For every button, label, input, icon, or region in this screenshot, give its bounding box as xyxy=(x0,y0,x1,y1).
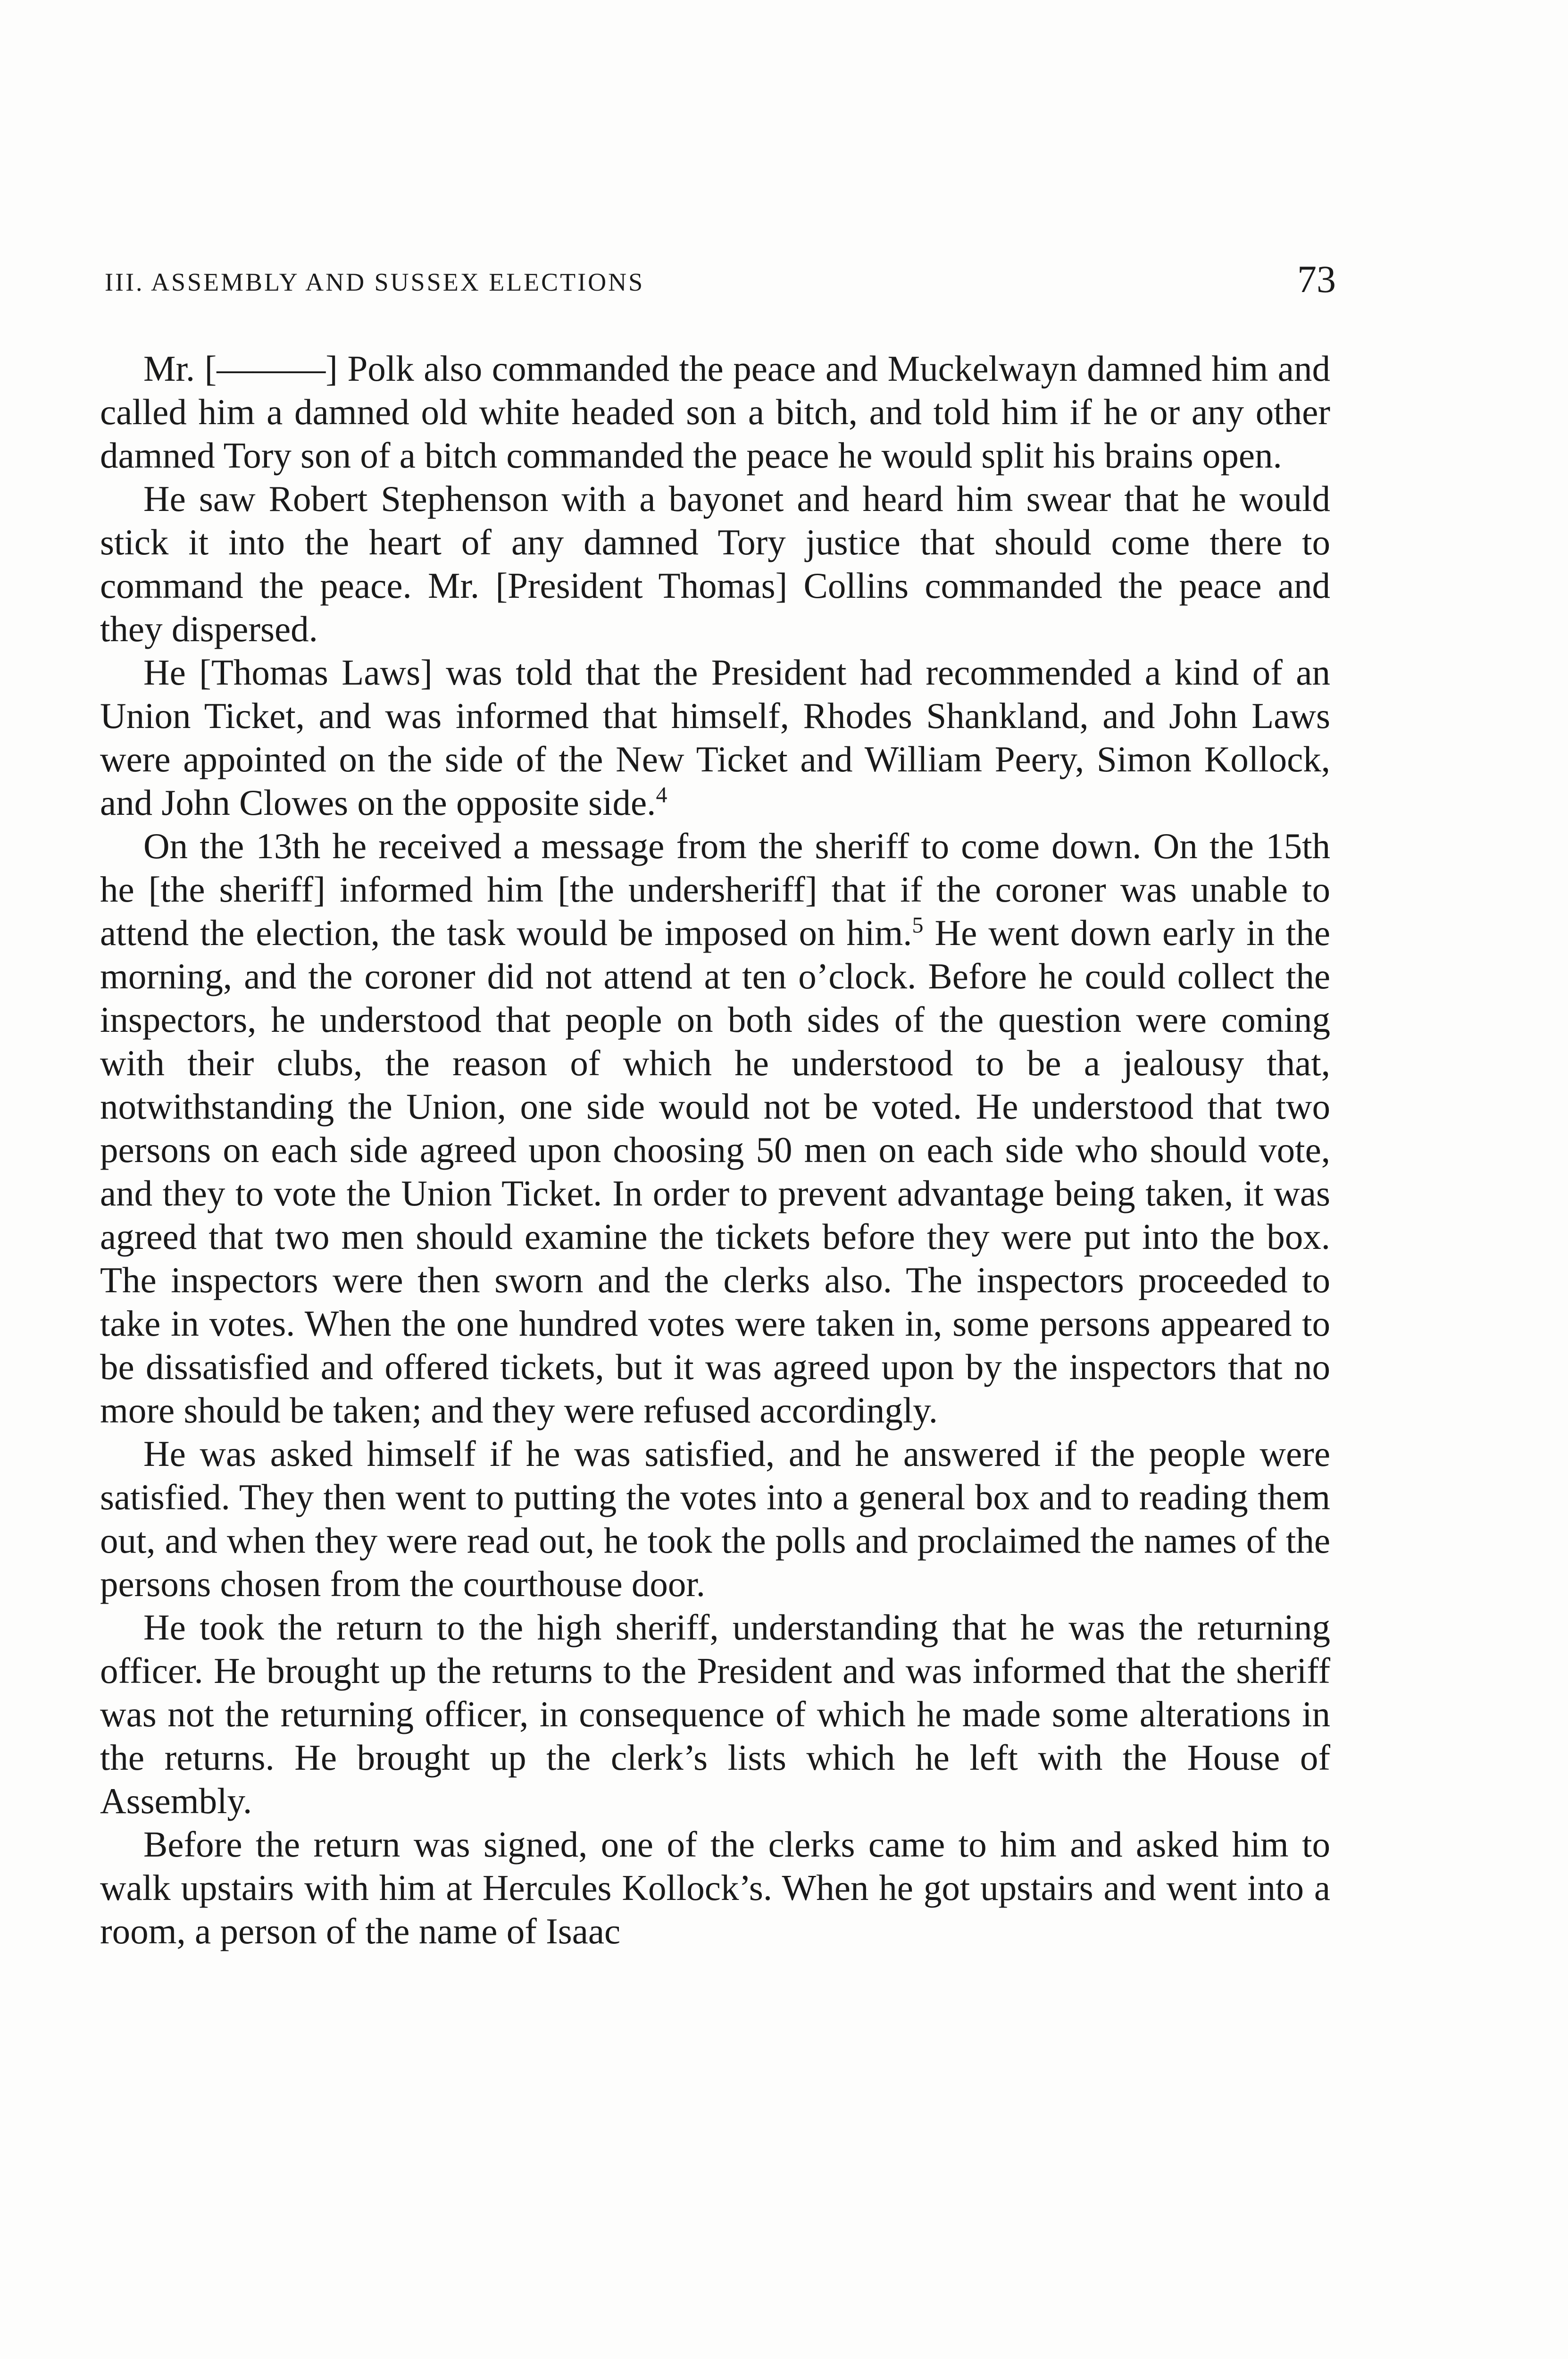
body-text xyxy=(100,347,1330,1953)
paragraph-text: Mr. [———] Polk also commanded the peace and Muckelwayn damned him and called him a damned old white headed son a bitch, and told him if he or any other damned Tory son of a bitch commanded the peace he would split his brains open. xyxy=(100,348,1330,476)
paragraph xyxy=(100,1823,1330,1953)
footnote-marker: 4 xyxy=(656,782,667,808)
paragraph xyxy=(100,1606,1330,1823)
paragraph-text: He saw Robert Stephenson with a bayonet and heard him swear that he would stick it into the heart of any damned Tory justice that should come there to command the peace. Mr. [President Thomas] Collins commanded the peace and they dispersed. xyxy=(100,478,1330,649)
paragraph xyxy=(100,1432,1330,1606)
paragraph-text-continued: He went down early in the morning, and the coroner did not attend at ten o’clock. Before he could collect the inspectors, he understood that people on both sides of the question were coming with their clubs, the reason of which he understood to be a jealousy that, notwithstanding the Union, one side would not be voted. He understood that two persons on each side agreed upon choosing 50 men on each side who should vote, and they to vote the Union Ticket. In order to prevent advantage being taken, it was agreed that two men should examine the tickets before they were put into the box. The inspectors were then sworn and the clerks also. The inspectors proceeded to take in votes. When the one hundred votes were taken in, some persons appeared to be dissatisfied and offered tickets, but it was agreed upon by the inspectors that no more should be taken; and they were refused accordingly. xyxy=(100,912,1330,1430)
paragraph-text: He was asked himself if he was satisfied, and he answered if the people were satisfied. They then went to putting the votes into a general box and to reading them out, and when they were read out, he took the polls and proclaimed the names of the persons chosen from the courthouse door. xyxy=(100,1433,1330,1604)
paragraph-text: He [Thomas Laws] was told that the President had recommended a kind of an Union Ticket, and was informed that himself, Rhodes Shankland, and John Laws were appointed on the side of the New Ticket and William Peery, Simon Kollock, and John Clowes on the opposite side. xyxy=(100,652,1330,823)
paragraph-text: He took the return to the high sheriff, understanding that he was the returning officer. He brought up the returns to the President and was informed that the sheriff was not the returning officer, in consequence of which he made some alterations in the returns. He brought up the clerk’s lists which he left with the House of Assembly. xyxy=(100,1607,1330,1821)
paragraph-text: On the 13th he received a message from the sheriff to come down. On the 15th he [the sheriff] informed him [the undersheriff] that if the coroner was unable to attend the election, the task would be imposed on him. xyxy=(100,826,1330,953)
paragraph xyxy=(100,347,1330,477)
running-head xyxy=(105,257,1336,309)
section-title: III. ASSEMBLY AND SUSSEX ELECTIONS xyxy=(105,268,645,296)
paragraph-text: Before the return was signed, one of the clerks came to him and asked him to walk upstairs with him at Hercules Kollock’s. When he got upstairs and went into a room, a person of the name of Isaac xyxy=(100,1824,1330,1951)
page-number: 73 xyxy=(1297,258,1336,301)
footnote-marker: 5 xyxy=(912,912,924,938)
paragraph xyxy=(100,824,1330,1432)
paragraph xyxy=(100,651,1330,824)
paragraph xyxy=(100,477,1330,651)
